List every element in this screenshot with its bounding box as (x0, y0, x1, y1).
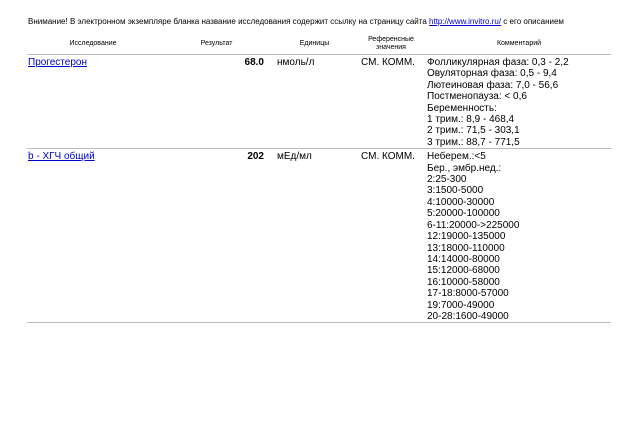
comment-line: Фолликулярная фаза: 0,3 - 2,2 (427, 57, 569, 68)
reference-value: СМ. КОММ. (355, 55, 427, 149)
table-header-row (27, 34, 611, 55)
reference-value: СМ. КОММ. (355, 149, 427, 323)
header-test: Исследование (27, 34, 159, 55)
comment-line: Постменопауза: < 0,6 (427, 91, 527, 103)
units-value: нмоль/л (274, 55, 355, 149)
comment-line: 16:10000-58000 (427, 276, 500, 288)
table-row-progesterone (27, 55, 611, 149)
table-row-hcg (27, 149, 611, 323)
header-reference-line1: Референсные (368, 36, 414, 43)
test-link-progesterone[interactable]: Прогестерон (28, 57, 87, 68)
comment-line: 19:7000-49000 (427, 299, 495, 311)
comment-line: 20-28:1600-49000 (427, 310, 509, 322)
results-table (27, 34, 611, 323)
comment-line: Неберем.:<5 (427, 151, 486, 163)
header-units: Единицы (274, 34, 355, 55)
test-link-hcg[interactable]: b - ХГЧ общий (28, 151, 95, 163)
notice-suffix: с его описанием (501, 17, 564, 26)
test-cell (27, 149, 159, 323)
header-comment: Комментарий (427, 34, 611, 55)
result-value: 202 (159, 149, 274, 323)
comment-line: 14:14000-80000 (427, 253, 500, 265)
comment-line: Бер., эмбр.нед.: (427, 162, 502, 174)
result-value: 68.0 (159, 55, 274, 149)
notice-text (28, 17, 564, 26)
comment-line: 3:1500-5000 (427, 185, 484, 197)
notice-prefix: Внимание! В электронном экземпляре бланка название исследования содержит ссылку на страницу сайта (28, 17, 430, 26)
comment-line: 13:18000-110000 (427, 242, 505, 254)
comment-line: 12:19000-135000 (427, 231, 506, 243)
comment-line: Овуляторная фаза: 0,5 - 9,4 (427, 68, 557, 80)
comment-cell (427, 55, 611, 149)
comment-line: 2 трим.: 71,5 - 303,1 (427, 125, 520, 137)
comment-line: 17-18:8000-57000 (427, 288, 509, 300)
comment-line: 1 трим.: 8,9 - 468,4 (427, 114, 515, 126)
comment-cell (427, 149, 611, 323)
comment-line: Беременность: (427, 102, 497, 114)
comment-line: 3 трим.: 88,7 - 771,5 (427, 136, 520, 148)
header-reference (355, 34, 427, 55)
test-cell (27, 55, 159, 149)
header-result: Результат (159, 34, 274, 55)
comment-line: Лютеиновая фаза: 7,0 - 56,6 (427, 79, 559, 91)
comment-line: 6-11:20000->225000 (427, 219, 520, 231)
comment-line: 5:20000-100000 (427, 208, 500, 220)
units-value: мЕд/мл (274, 149, 355, 323)
invitro-site-link[interactable]: http://www.invitro.ru/ (429, 17, 502, 26)
comment-line: 4:10000-30000 (427, 196, 495, 208)
comment-line: 15:12000-68000 (427, 265, 500, 277)
comment-line: 2:25-300 (427, 174, 467, 186)
header-reference-line2: значения (376, 44, 406, 51)
